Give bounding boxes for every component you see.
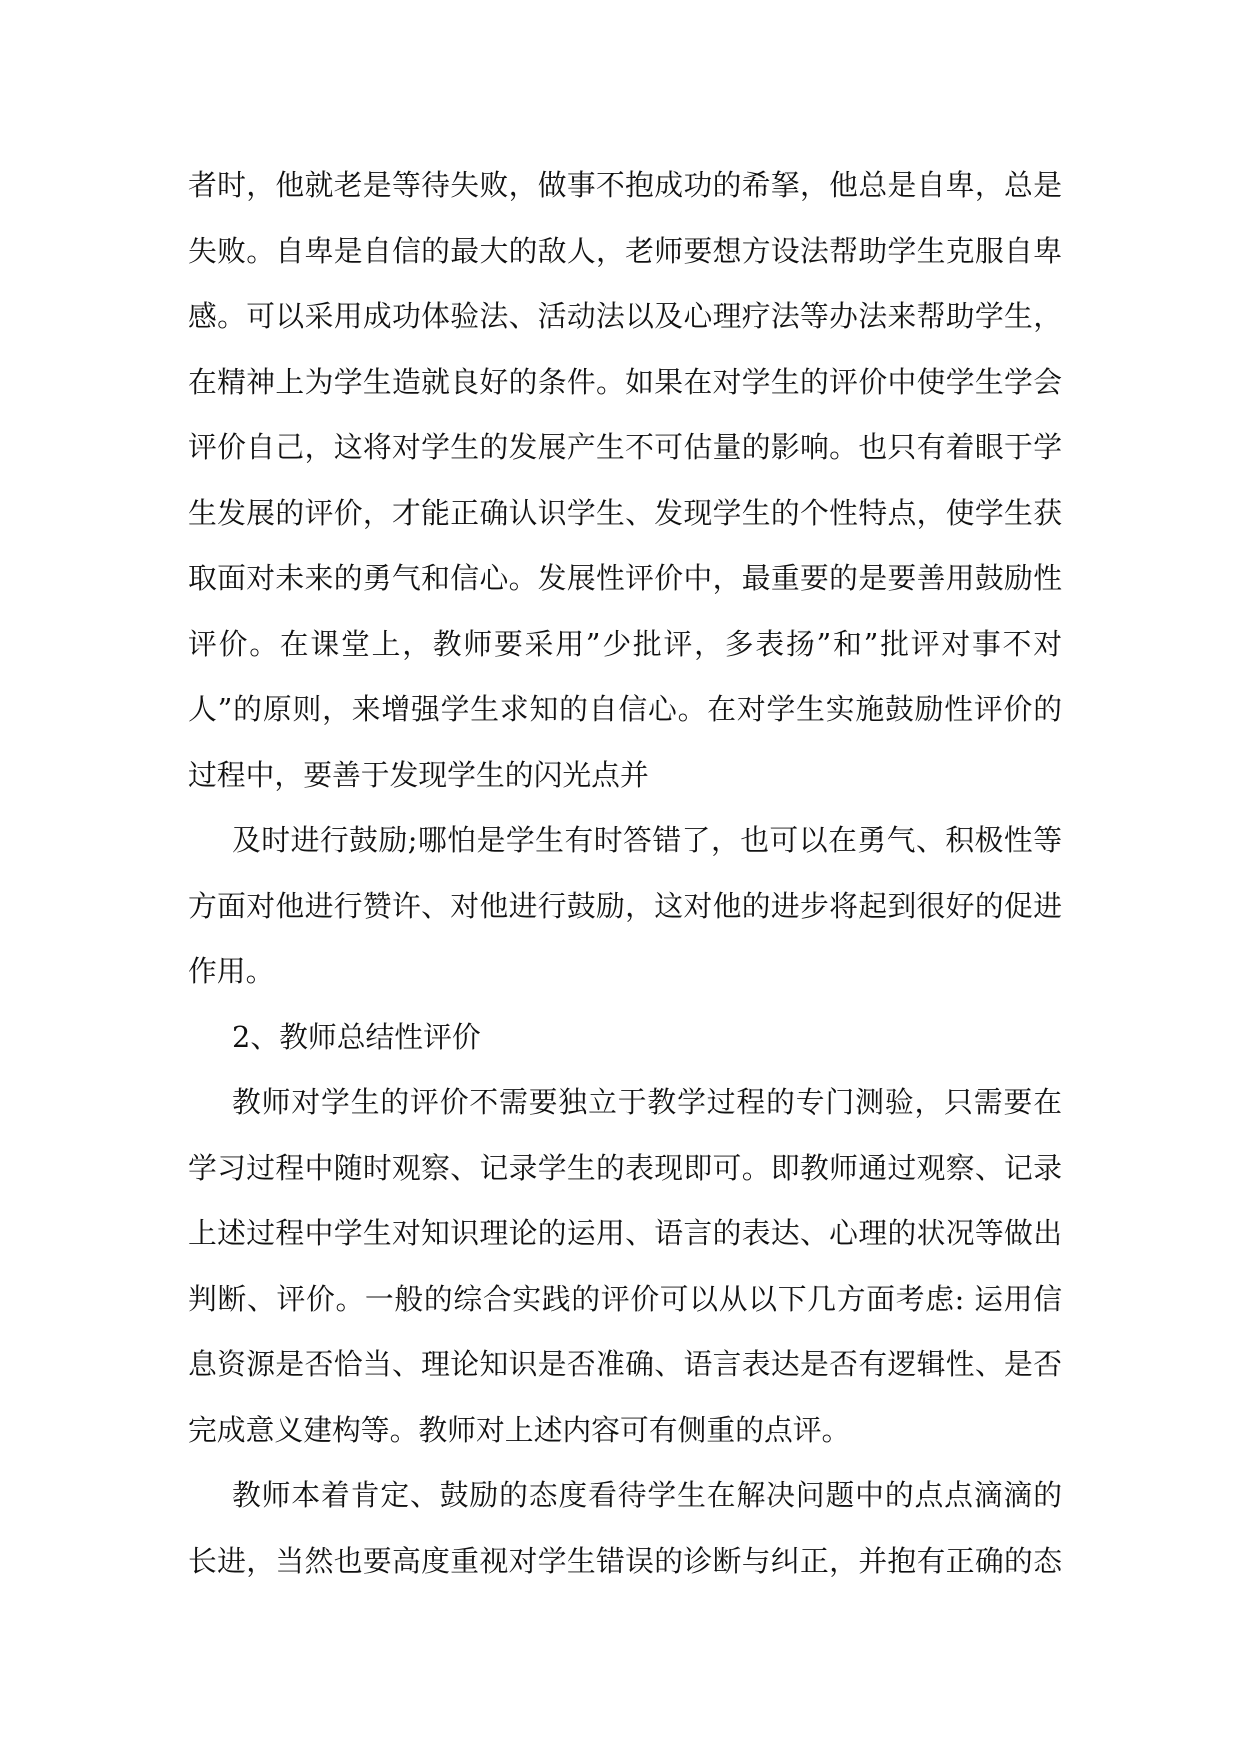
text-line: 上述过程中学生对知识理论的运用、语言的表达、心理的状况等做出	[188, 1216, 1062, 1250]
paragraph	[188, 1463, 1062, 1594]
text-line: 人”的原则，来增强学生求知的自信心。在对学生实施鼓励性评价的	[188, 692, 1062, 726]
text-line: 息资源是否恰当、理论知识是否准确、语言表达是否有逻辑性、是否	[188, 1347, 1062, 1381]
text-line: 教师本着肯定、鼓励的态度看待学生在解决问题中的点点滴滴的	[232, 1478, 1062, 1512]
text-line: 取面对未来的勇气和信心。发展性评价中，最重要的是要善用鼓励性	[188, 561, 1062, 595]
text-line: 生发展的评价，才能正确认识学生、发现学生的个性特点，使学生获	[188, 495, 1062, 530]
text-line: 感。可以采用成功体验法、活动法以及心理疗法等办法来帮助学生，	[188, 299, 1062, 333]
paragraph	[188, 153, 1062, 808]
text-line: 失败。自卑是自信的最大的敌人，老师要想方设法帮助学生克服自卑	[188, 233, 1062, 268]
text-line: 过程中，要善于发现学生的闪光点并	[188, 757, 649, 792]
text-line: 及时进行鼓励;哪怕是学生有时答错了，也可以在勇气、积极性等	[232, 823, 1062, 857]
text-line: 作用。	[188, 954, 275, 988]
document-page	[188, 153, 1062, 1594]
text-line: 学习过程中随时观察、记录学生的表现即可。即教师通过观察、记录	[188, 1150, 1062, 1185]
text-line: 长进，当然也要高度重视对学生错误的诊断与纠正，并抱有正确的态	[188, 1543, 1062, 1578]
text-line: 在精神上为学生造就良好的条件。如果在对学生的评价中使学生学会	[188, 364, 1062, 399]
paragraph	[188, 808, 1062, 1005]
text-line: 判断、评价。一般的综合实践的评价可以从以下几方面考虑: 运用信	[188, 1281, 1062, 1316]
text-line: 评价自己，这将对学生的发展产生不可估量的影响。也只有着眼于学	[188, 430, 1062, 464]
section-heading: 2、教师总结性评价	[232, 1019, 481, 1054]
text-line: 评价。在课堂上，教师要采用”少批评，多表扬”和”批评对事不对	[188, 626, 1062, 661]
text-line: 完成意义建构等。教师对上述内容可有侧重的点评。	[188, 1412, 851, 1447]
text-line: 者时，他就老是等待失败，做事不抱成功的希拏，他总是自卑，总是	[188, 168, 1062, 202]
text-line: 方面对他进行赞许、对他进行鼓励，这对他的进步将起到很好的促进	[188, 888, 1062, 923]
paragraph	[188, 1070, 1062, 1463]
text-line: 教师对学生的评价不需要独立于教学过程的专门测验，只需要在	[232, 1085, 1062, 1119]
